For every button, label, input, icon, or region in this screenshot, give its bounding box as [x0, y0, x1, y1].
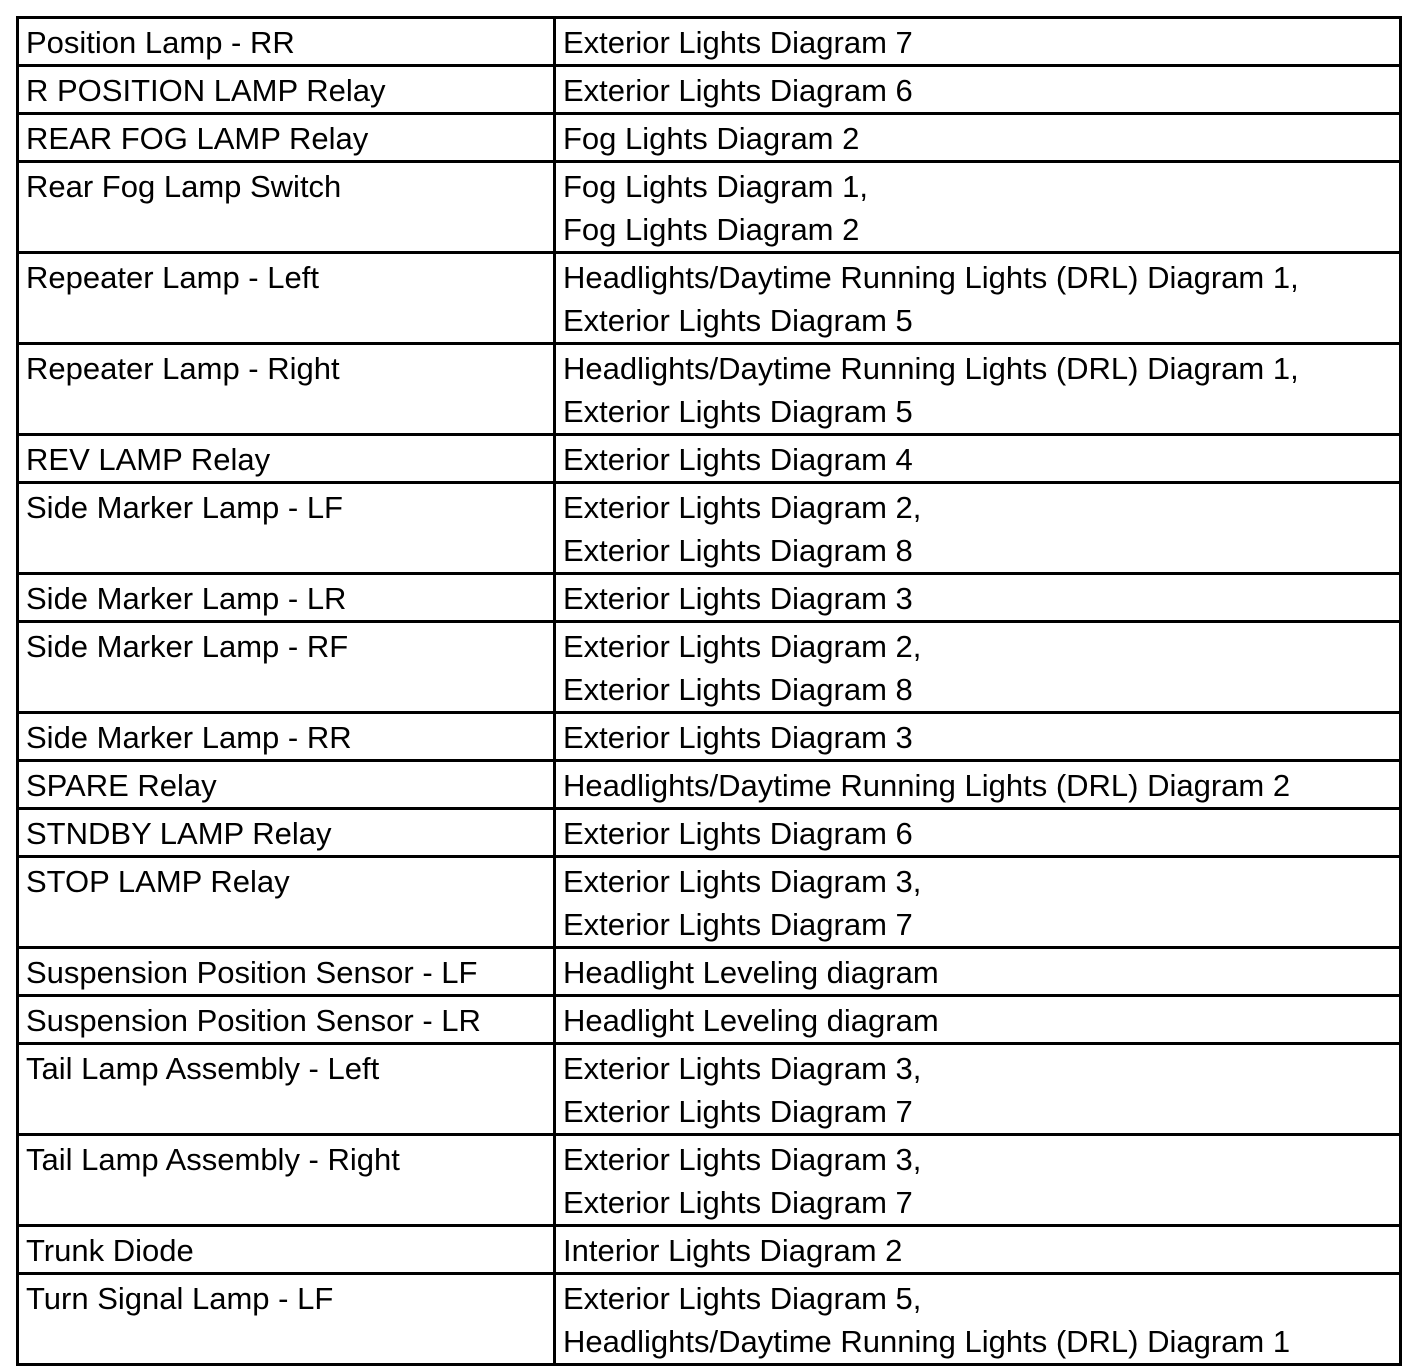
- diagram-reference: Headlight Leveling diagram: [563, 955, 939, 990]
- table-row: [18, 809, 1401, 857]
- diagram-reference-cell: [555, 114, 1401, 162]
- table-row: [18, 1274, 1401, 1365]
- table-row: [18, 483, 1401, 574]
- table-row: [18, 622, 1401, 713]
- diagram-reference-cell: [555, 622, 1401, 713]
- diagram-reference: Exterior Lights Diagram 8: [563, 672, 913, 707]
- diagram-reference-cell: [555, 344, 1401, 435]
- diagram-reference-cell: [555, 66, 1401, 114]
- diagram-reference-cell: [555, 162, 1401, 253]
- component-name-cell: [18, 435, 555, 483]
- diagram-reference: Exterior Lights Diagram 2,: [563, 629, 922, 664]
- diagram-reference-cell: [555, 253, 1401, 344]
- diagram-reference: Headlights/Daytime Running Lights (DRL) Diagram 1: [563, 1324, 1291, 1359]
- diagram-reference-cell: [555, 483, 1401, 574]
- component-name: R POSITION LAMP Relay: [26, 73, 386, 108]
- diagram-reference: Exterior Lights Diagram 3: [563, 581, 913, 616]
- table-row: [18, 713, 1401, 761]
- table-row: [18, 948, 1401, 996]
- component-name-cell: [18, 1135, 555, 1226]
- diagram-reference: Exterior Lights Diagram 3,: [563, 1142, 922, 1177]
- diagram-reference: Interior Lights Diagram 2: [563, 1233, 903, 1268]
- component-name: Rear Fog Lamp Switch: [26, 169, 342, 204]
- component-name: Repeater Lamp - Right: [26, 351, 340, 386]
- diagram-reference-cell: [555, 857, 1401, 948]
- component-name: Suspension Position Sensor - LF: [26, 955, 478, 990]
- component-name: Side Marker Lamp - RR: [26, 720, 352, 755]
- component-name-cell: [18, 162, 555, 253]
- diagram-reference: Headlights/Daytime Running Lights (DRL) Diagram 1,: [563, 260, 1299, 295]
- component-name: Turn Signal Lamp - LF: [26, 1281, 334, 1316]
- component-name: Repeater Lamp - Left: [26, 260, 319, 295]
- component-name: Side Marker Lamp - LF: [26, 490, 343, 525]
- component-name: SPARE Relay: [26, 768, 217, 803]
- table-row: [18, 1044, 1401, 1135]
- component-name: Tail Lamp Assembly - Right: [26, 1142, 400, 1177]
- table-row: [18, 162, 1401, 253]
- table-row: [18, 435, 1401, 483]
- component-name-cell: [18, 18, 555, 66]
- diagram-reference: Exterior Lights Diagram 6: [563, 73, 913, 108]
- diagram-reference-cell: [555, 18, 1401, 66]
- component-index-table-container: [16, 16, 1402, 1366]
- component-name-cell: [18, 483, 555, 574]
- diagram-reference: Exterior Lights Diagram 6: [563, 816, 913, 851]
- component-name: Side Marker Lamp - RF: [26, 629, 349, 664]
- component-name: STNDBY LAMP Relay: [26, 816, 332, 851]
- component-name: Side Marker Lamp - LR: [26, 581, 347, 616]
- diagram-reference: Exterior Lights Diagram 4: [563, 442, 913, 477]
- diagram-reference: Headlight Leveling diagram: [563, 1003, 939, 1038]
- diagram-reference: Exterior Lights Diagram 3,: [563, 864, 922, 899]
- diagram-reference: Exterior Lights Diagram 5,: [563, 1281, 922, 1316]
- diagram-reference-cell: [555, 574, 1401, 622]
- diagram-reference-cell: [555, 1135, 1401, 1226]
- component-name-cell: [18, 948, 555, 996]
- diagram-reference: Exterior Lights Diagram 5: [563, 394, 913, 429]
- diagram-reference-cell: [555, 996, 1401, 1044]
- table-row: [18, 1135, 1401, 1226]
- table-row: [18, 253, 1401, 344]
- table-row: [18, 344, 1401, 435]
- table-row: [18, 761, 1401, 809]
- component-name: Suspension Position Sensor - LR: [26, 1003, 481, 1038]
- diagram-reference-cell: [555, 809, 1401, 857]
- diagram-reference-cell: [555, 1274, 1401, 1365]
- component-name: Trunk Diode: [26, 1233, 194, 1268]
- diagram-reference-cell: [555, 435, 1401, 483]
- component-name-cell: [18, 66, 555, 114]
- diagram-reference: Exterior Lights Diagram 7: [563, 907, 913, 942]
- diagram-reference: Fog Lights Diagram 2: [563, 212, 860, 247]
- component-name: STOP LAMP Relay: [26, 864, 290, 899]
- diagram-reference: Headlights/Daytime Running Lights (DRL) Diagram 2: [563, 768, 1291, 803]
- diagram-reference: Exterior Lights Diagram 3,: [563, 1051, 922, 1086]
- component-name: Position Lamp - RR: [26, 25, 295, 60]
- table-row: [18, 1226, 1401, 1274]
- component-name-cell: [18, 996, 555, 1044]
- component-name-cell: [18, 1226, 555, 1274]
- component-name: REAR FOG LAMP Relay: [26, 121, 369, 156]
- diagram-reference: Exterior Lights Diagram 7: [563, 1185, 913, 1220]
- component-name-cell: [18, 114, 555, 162]
- diagram-reference-cell: [555, 713, 1401, 761]
- diagram-reference: Fog Lights Diagram 2: [563, 121, 860, 156]
- diagram-reference-cell: [555, 948, 1401, 996]
- component-name-cell: [18, 1274, 555, 1365]
- component-name-cell: [18, 809, 555, 857]
- table-row: [18, 114, 1401, 162]
- component-name: Tail Lamp Assembly - Left: [26, 1051, 380, 1086]
- diagram-reference: Headlights/Daytime Running Lights (DRL) Diagram 1,: [563, 351, 1299, 386]
- component-name-cell: [18, 344, 555, 435]
- table-row: [18, 857, 1401, 948]
- diagram-reference: Exterior Lights Diagram 7: [563, 25, 913, 60]
- diagram-reference: Exterior Lights Diagram 2,: [563, 490, 922, 525]
- component-name-cell: [18, 622, 555, 713]
- component-name-cell: [18, 1044, 555, 1135]
- component-name-cell: [18, 857, 555, 948]
- component-name: REV LAMP Relay: [26, 442, 271, 477]
- table-row: [18, 18, 1401, 66]
- diagram-reference: Fog Lights Diagram 1,: [563, 169, 868, 204]
- table-row: [18, 66, 1401, 114]
- diagram-reference: Exterior Lights Diagram 5: [563, 303, 913, 338]
- component-name-cell: [18, 574, 555, 622]
- diagram-reference: Exterior Lights Diagram 3: [563, 720, 913, 755]
- diagram-reference: Exterior Lights Diagram 8: [563, 533, 913, 568]
- diagram-reference-cell: [555, 1226, 1401, 1274]
- component-name-cell: [18, 761, 555, 809]
- component-name-cell: [18, 253, 555, 344]
- table-body: [18, 18, 1401, 1365]
- diagram-reference-cell: [555, 1044, 1401, 1135]
- table-row: [18, 574, 1401, 622]
- table-row: [18, 996, 1401, 1044]
- component-index-table: [16, 16, 1402, 1366]
- component-name-cell: [18, 713, 555, 761]
- diagram-reference-cell: [555, 761, 1401, 809]
- diagram-reference: Exterior Lights Diagram 7: [563, 1094, 913, 1129]
